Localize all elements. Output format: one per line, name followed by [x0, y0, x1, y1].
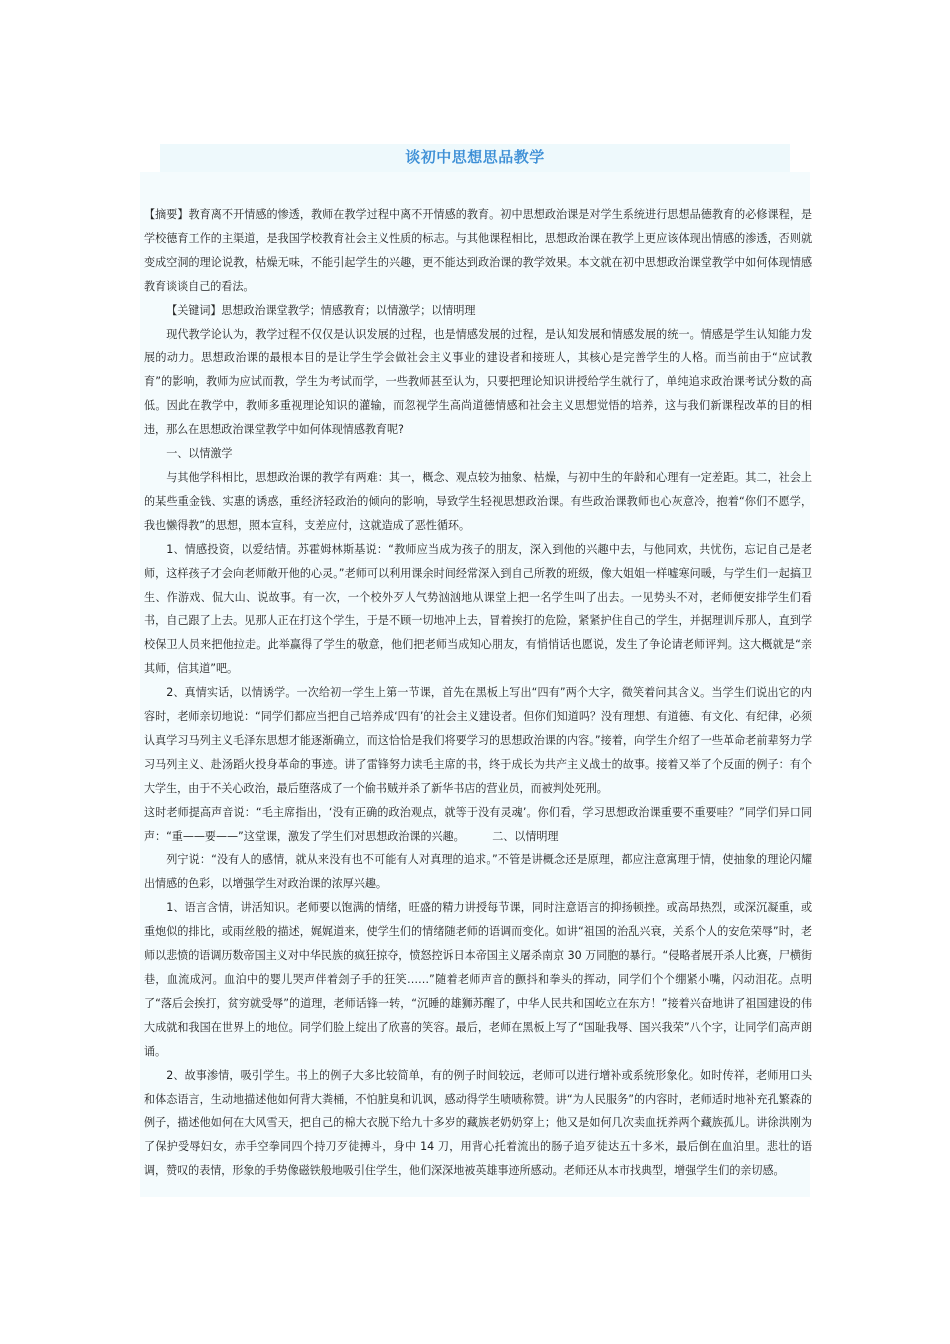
- paragraph: 列宁说：“没有人的感情，就从来没有也不可能有人对真理的追求。”不管是讲概念还是原理，都应注意寓理于情，使抽象的理论闪耀出情感的色彩，以增强学生对政治课的浓厚兴趣。: [144, 853, 812, 891]
- paragraph: 1、情感投资，以爱结情。苏霍姆林斯基说：“教师应当成为孩子的朋友，深入到他的兴趣中去，与他同欢，共忧伤，忘记自己是老师，这样孩子才会向老师敞开他的心灵。”老师可以利用课余时间经常深入到自己所教的班级，像大姐姐一样嘘寒问暖，与学生们一起搞卫生、作游戏、侃大山、说故事。有一次，一个校外歹人气势汹汹地从课堂上把一名学生叫了出去。一见势头不对，老师便安排学生们看书，自己跟了上去。见那人正在打这个学生，于是不顾一切地冲上去，冒着挨打的危险，紧紧护住自己的学生，并据理训斥那人，直到学校保卫人员来把他拉走。此举赢得了学生的敬意，他们把老师当成知心朋友，有悄悄话也愿说，发生了争论请老师评判。这大概就是“亲其师，信其道”吧。: [144, 542, 812, 676]
- paragraph: 与其他学科相比，思想政治课的教学有两难：其一，概念、观点较为抽象、枯燥，与初中生的年龄和心理有一定差距。其二，社会上的某些重金钱、实惠的诱惑，重经济轻政治的倾向的影响，导致学生轻视思想政治课。有些政治课教师也心灰意冷，抱着“你们不愿学，我也懒得教”的思想，照本宣科，支差应付，这就造成了恶性循环。: [144, 470, 812, 532]
- paragraph: 1、语言含情，讲活知识。老师要以饱满的情绪，旺盛的精力讲授每节课，同时注意语言的抑扬顿挫。或高昂热烈，或深沉凝重，或重炮似的排比，或雨丝般的描述，娓娓道来，使学生们的情绪随老师的语调而变化。如讲“祖国的治乱兴衰，关系个人的安危荣辱”时，老师以悲愤的语调历数帝国主义对中华民族的疯狂掠夺，愤怒控诉日本帝国主义屠杀南京 30 万同胞的暴行。“侵略者展开杀人比赛，尸横街巷，血流成河。血泊中的婴儿哭声伴着刽子手的狂笑……”随着老师声音的颤抖和拳头的挥动，同学们个个绷紧小嘴，闪动泪花。点明了“落后会挨打，贫穷就受辱”的道理，老师话锋一转，“沉睡的雄狮苏醒了，中华人民共和国屹立在东方！”接着兴奋地讲了祖国建设的伟大成就和我国在世界上的地位。同学们脸上绽出了欣喜的笑容。最后，老师在黑板上写了“国耻我辱、国兴我荣”八个字，让同学们高声朗诵。: [144, 901, 812, 1058]
- paragraph: 2、真情实话，以情诱学。一次给初一学生上第一节课，首先在黑板上写出“四有”两个大字，微笑着问其含义。当学生们说出它的内容时，老师亲切地说：“同学们都应当把自己培养成‘四有’的社会主义建设者。但你们知道吗？没有理想、有道德、有文化、有纪律，必须认真学习马列主义毛泽东思想才能逐渐确立，而这恰恰是我们将要学习的思想政治课的内容。”接着，向学生介绍了一些革命老前辈努力学习马列主义、赴汤蹈火投身革命的事迹。讲了雷锋努力读毛主席的书，终于成长为共产主义战士的故事。接着又举了个反面的例子：有个大学生，由于不关心政治，最后堕落成了一个偷书贼并杀了新华书店的营业员，而被判处死刑。: [144, 686, 812, 795]
- paragraph: 【摘要】教育离不开情感的惨透，教师在教学过程中离不开情感的教育。初中思想政治课是对学生系统进行思想品德教育的必修课程，是学校德育工作的主渠道，是我国学校教育社会主义性质的标志。与其他课程相比，思想政治课在教学上更应该体现出情感的渗透，否则就变成空洞的理论说教，枯燥无味，不能引起学生的兴趣，更不能达到政治课的教学效果。本文就在初中思想政治课堂教学中如何体现情感教育谈谈自己的看法。: [144, 208, 812, 293]
- paragraph: 2、故事渗情，吸引学生。书上的例子大多比较简单，有的例子时间较远，老师可以进行增补或系统形象化。如时传祥，老师用口头和体态语言，生动地描述他如何背大粪桶，不怕脏臭和讥讽，感动得学生啧啧称赞。讲“为人民服务”的内容时，老师适时地补充孔繁森的例子，描述他如何在大风雪天，把自己的棉大衣脱下给九十多岁的藏族老奶奶穿上；他又是如何几次卖血抚养两个藏族孤儿。讲徐洪刚为了保护受辱妇女，赤手空拳同四个持刀歹徒搏斗，身中 14 刀，用背心托着流出的肠子追歹徒达五十多米，最后倒在血泊里。悲壮的语调，赞叹的表情，形象的手势像磁铁般地吸引住学生，他们深深地被英雄事迹所感动。老师还从本市找典型，增强学生们的亲切感。: [144, 1068, 812, 1178]
- paragraph: 一、以情激学: [166, 447, 233, 461]
- paragraph: 这时老师提高声音说：“毛主席指出，‘没有正确的政治观点，就等于没有灵魂’。你们看，学习思想政治课重要不重要哇？”同学们异口同声：“重——要——”这堂课，激发了学生们对思想政治课的兴趣。 二、以情明理: [144, 805, 812, 843]
- document-title: 谈初中思想思品教学: [405, 148, 545, 166]
- paragraph: 【关键词】思想政治课堂教学；情感教育；以情激学；以情明理: [166, 303, 476, 317]
- document-body: [144, 203, 812, 1183]
- paragraph: 现代教学论认为，教学过程不仅仅是认识发展的过程，也是情感发展的过程，是认知发展和情感发展的统一。情感是学生认知能力发展的动力。思想政治课的最根本目的是让学生学会做社会主义事业的建设者和接班人，其核心是完善学生的人格。而当前由于“应试教育”的影响，教师为应试而教，学生为考试而学，一些教师甚至认为，只要把理论知识讲授给学生就行了，单纯追求政治课考试分数的高低。因此在教学中，教师多重视理论知识的灌输，而忽视学生高尚道德情感和社会主义思想觉悟的培养，这与我们新课程改革的目的相违，那么在思想政治课堂教学中如何体现情感教育呢?: [144, 327, 812, 437]
